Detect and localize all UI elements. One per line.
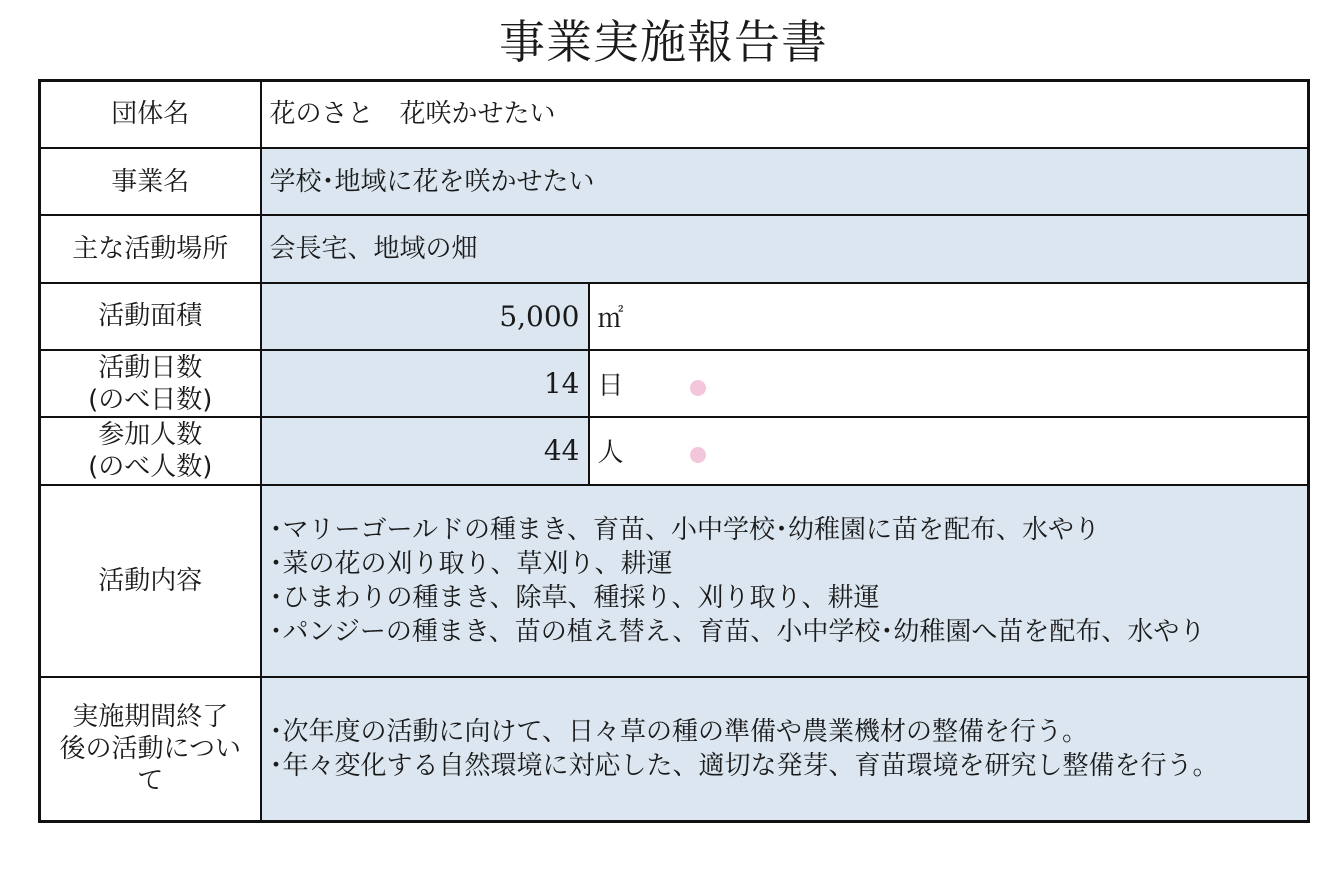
row-activities [40, 485, 1309, 677]
days-value: 14 [261, 350, 589, 417]
activity-item: ･パンジーの種まき、苗の植え替え、育苗、小中学校･幼稚園へ苗を配布、水やり [269, 616, 1206, 647]
days-label [40, 350, 261, 417]
project-name-label: 事業名 [40, 148, 261, 215]
after-period-label-line2: 後の活動につい [59, 733, 241, 764]
after-period-label-line3: て [137, 765, 164, 796]
after-period-label [40, 677, 261, 822]
row-after-period [40, 677, 1309, 822]
activity-item: ･ひまわりの種まき、除草、種採り、刈り取り、耕運 [269, 582, 880, 613]
activity-item: ･菜の花の刈り取り、草刈り、耕運 [269, 548, 673, 579]
project-name-value: 学校･地域に花を咲かせたい [261, 148, 1309, 215]
group-name-value: 花のさと 花咲かせたい [261, 81, 1309, 148]
main-location-label: 主な活動場所 [40, 215, 261, 282]
after-period-item: ･年々変化する自然環境に対応した、適切な発芽、育苗環境を研究し整備を行う。 [269, 750, 1219, 781]
row-days [40, 350, 1309, 417]
activities-value [261, 485, 1309, 677]
days-label-line1: 活動日数 [98, 352, 203, 383]
row-main-location [40, 215, 1309, 282]
participants-value: 44 [261, 417, 589, 484]
row-participants [40, 417, 1309, 484]
pink-dot-marker [690, 380, 706, 396]
row-project-name [40, 148, 1309, 215]
row-area [40, 283, 1309, 350]
participants-unit: 人 [597, 438, 624, 469]
area-unit: ㎡ [589, 283, 1309, 350]
report-table [38, 79, 1310, 823]
row-group-name [40, 81, 1309, 148]
page-title: 事業実施報告書 [499, 15, 828, 69]
area-value: 5,000 [261, 283, 589, 350]
area-label: 活動面積 [40, 283, 261, 350]
activity-item: ･マリーゴールドの種まき、育苗、小中学校･幼稚園に苗を配布、水やり [269, 514, 1100, 545]
days-unit: 日 [597, 371, 624, 402]
days-label-line2: (のべ日数) [88, 384, 213, 415]
participants-label [40, 417, 261, 484]
after-period-label-line1: 実施期間終了 [72, 701, 229, 732]
pink-dot-marker [690, 447, 706, 463]
activities-label: 活動内容 [40, 485, 261, 677]
days-unit-cell [589, 350, 1309, 417]
main-location-value: 会長宅、地域の畑 [261, 215, 1309, 282]
participants-label-line1: 参加人数 [98, 419, 203, 450]
group-name-label: 団体名 [40, 81, 261, 148]
after-period-item: ･次年度の活動に向けて、日々草の種の準備や農業機材の整備を行う。 [269, 716, 1088, 747]
participants-unit-cell [589, 417, 1309, 484]
after-period-value [261, 677, 1309, 822]
participants-label-line2: (のべ人数) [88, 451, 213, 482]
